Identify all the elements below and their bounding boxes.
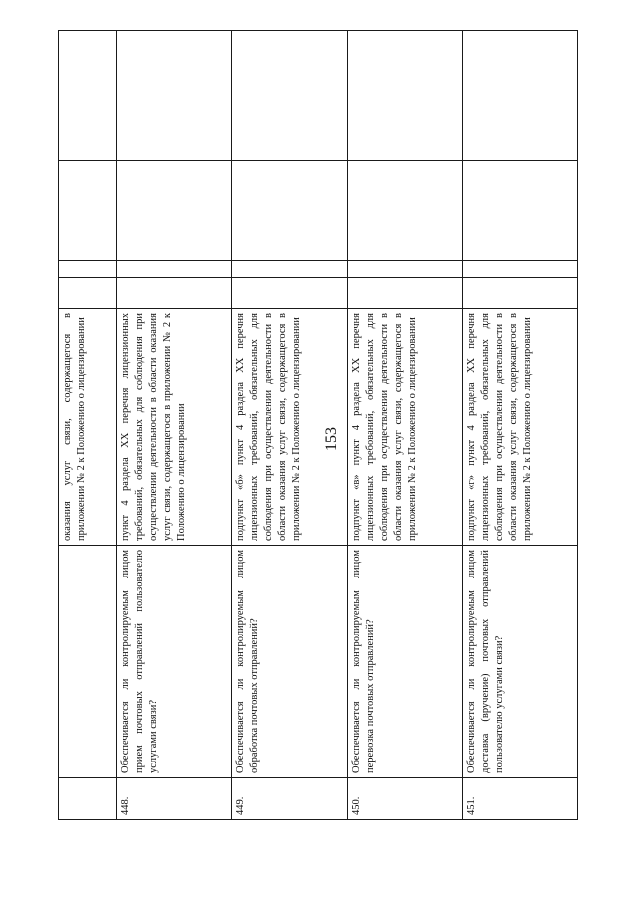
requirements-table [58, 30, 578, 820]
cell-empty [117, 261, 232, 278]
cell-reference: подпункт «г» пункт 4 раздела XX перечня лицензионных требований, обязательных для соблюдения при осуществлении деятельности в области оказания услуг связи, содержащегося в приложении № 2 к Положению о лицензировании [462, 309, 577, 546]
cell-question-empty [59, 546, 117, 778]
table-row [117, 31, 232, 820]
cell-empty [232, 278, 347, 309]
cell-empty [462, 278, 577, 309]
table-row [462, 31, 577, 820]
cell-empty [462, 31, 577, 161]
cell-number: 449. [232, 778, 347, 820]
cell-empty [347, 161, 462, 261]
cell-reference: подпункт «б» пункт 4 раздела XX перечня лицензионных требований, обязательных для соблюдения при осуществлении деятельности в области оказания услуг связи, содержащегося в приложении № 2 к Положению о лицензировании [232, 309, 347, 546]
cell-empty [347, 261, 462, 278]
cell-reference: оказания услуг связи, содержащегося в приложении № 2 к Положению о лицензировании [59, 309, 117, 546]
table-row [232, 31, 347, 820]
rotated-table-wrapper [58, 31, 578, 820]
cell-empty [347, 278, 462, 309]
cell-reference: пункт 4 раздела XX перечня лицензионных требований, обязательных для соблюдения при осуществлении деятельности в области оказания услуг связи, содержащегося в приложении № 2 к Положению о лицензировании [117, 309, 232, 546]
cell-empty [232, 261, 347, 278]
cell-question: Обеспечивается ли контролируемым лицом обработка почтовых отправлений? [232, 546, 347, 778]
cell-number: 451. [462, 778, 577, 820]
cell-empty [59, 161, 117, 261]
cell-empty [59, 261, 117, 278]
cell-question: Обеспечивается ли контролируемым лицом прием почтовых отправлений пользователю услугами связи? [117, 546, 232, 778]
cell-empty [117, 161, 232, 261]
cell-empty [117, 31, 232, 161]
page-number: 153 [323, 427, 340, 451]
cell-question: Обеспечивается ли контролируемым лицом доставка (вручение) почтовых отправлений пользователю услугами связи? [462, 546, 577, 778]
cell-empty [462, 261, 577, 278]
cell-empty [59, 31, 117, 161]
cell-empty [232, 161, 347, 261]
cell-empty [347, 31, 462, 161]
cell-number: 448. [117, 778, 232, 820]
cell-number-empty [59, 778, 117, 820]
cell-empty [462, 161, 577, 261]
cell-number: 450. [347, 778, 462, 820]
table-row-continuation [59, 31, 117, 820]
cell-empty [232, 31, 347, 161]
cell-question: Обеспечивается ли контролируемым лицом перевозка почтовых отправлений? [347, 546, 462, 778]
table-row [347, 31, 462, 820]
cell-empty [117, 278, 232, 309]
cell-empty [59, 278, 117, 309]
cell-reference: подпункт «в» пункт 4 раздела XX перечня лицензионных требований, обязательных для соблюдения при осуществлении деятельности в области оказания услуг связи, содержащегося в приложении № 2 к Положению о лицензировании [347, 309, 462, 546]
